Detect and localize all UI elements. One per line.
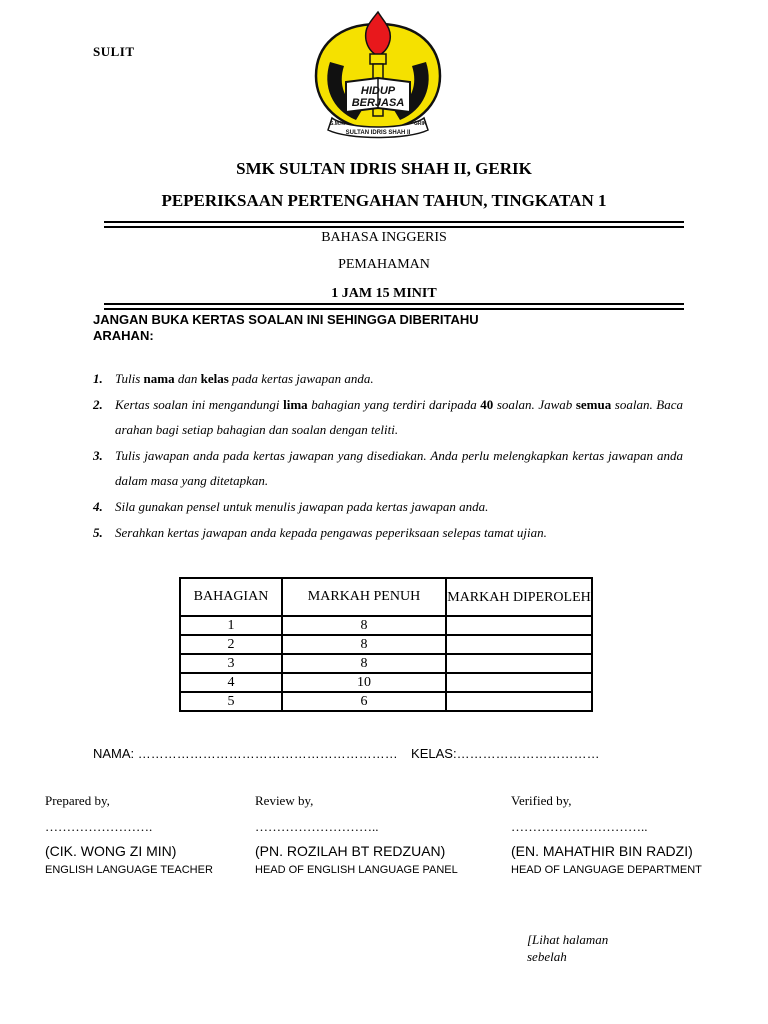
- table-row: [180, 673, 592, 692]
- signatory-label: Verified by,: [511, 793, 572, 808]
- instruction-item: [93, 494, 683, 519]
- signatory-verified: [511, 793, 702, 876]
- signatory-prepared: [45, 793, 213, 876]
- signatory-role: HEAD OF ENGLISH LANGUAGE PANEL: [255, 864, 458, 876]
- instruction-text: Tulis jawapan anda pada kertas jawapan yang disediakan. Anda perlu melengkapkan kertas jawapan anda dalam masa yang ditetapkan.: [115, 448, 683, 488]
- turn-page-line2: sebelah: [527, 949, 567, 964]
- signature-line: …………………………..: [511, 819, 648, 834]
- instruction-item: [93, 392, 683, 442]
- header-markah-penuh: MARKAH PENUH: [282, 578, 446, 616]
- instruction-text: Kertas soalan ini mengandungi lima bahagian yang terdiri daripada 40 soalan. Jawab semua soalan. Baca arahan bagi setiap bahagian dan soalan dengan teliti.: [115, 397, 683, 437]
- instruction-number: 1.: [93, 371, 103, 386]
- table-header-row: [180, 578, 592, 616]
- logo-motto-line2: BERJASA: [351, 97, 405, 109]
- school-crest-torch-icon: [308, 6, 448, 140]
- table-cell-blank[interactable]: [446, 692, 592, 711]
- signatory-role: ENGLISH LANGUAGE TEACHER: [45, 864, 213, 876]
- table-row: [180, 616, 592, 635]
- instruction-number: 4.: [93, 499, 103, 514]
- table-cell-blank[interactable]: [446, 635, 592, 654]
- table-cell-blank[interactable]: [446, 673, 592, 692]
- signatory-label: Review by,: [255, 793, 314, 808]
- table-cell-blank[interactable]: [446, 616, 592, 635]
- table-cell: 2: [180, 635, 282, 654]
- signature-line: ………………………..: [255, 819, 379, 834]
- confidential-label: SULIT: [93, 44, 135, 59]
- class-field[interactable]: KELAS:……………………………: [411, 746, 600, 761]
- signatory-review: [255, 793, 458, 876]
- divider-bottom-1: [104, 303, 684, 305]
- school-name: SMK SULTAN IDRIS SHAH II, GERIK: [236, 159, 532, 178]
- header-bahagian: BAHAGIAN: [180, 578, 282, 616]
- name-field[interactable]: NAMA: ……………………………………………………: [93, 746, 398, 761]
- divider-top-2: [104, 226, 684, 228]
- instruction-item: [93, 520, 683, 545]
- table-cell: 3: [180, 654, 282, 673]
- instruction-number: 5.: [93, 525, 103, 540]
- instructions-title: ARAHAN:: [93, 328, 154, 343]
- instruction-text: Sila gunakan pensel untuk menulis jawapan pada kertas jawapan anda.: [115, 499, 489, 514]
- instruction-text: Serahkan kertas jawapan anda kepada pengawas peperiksaan selepas tamat ujian.: [115, 525, 547, 540]
- logo-banner: SULTAN IDRIS SHAH II: [345, 130, 411, 136]
- instruction-item: [93, 366, 683, 391]
- divider-top-1: [104, 221, 684, 223]
- instruction-number: 3.: [93, 448, 103, 463]
- signatory-label: Prepared by,: [45, 793, 110, 808]
- turn-page-note: [527, 931, 608, 965]
- logo-motto-line1: HIDUP: [360, 85, 396, 97]
- signatory-name: (EN. MAHATHIR BIN RADZI): [511, 843, 693, 859]
- paper-title: PEMAHAMAN: [338, 257, 430, 272]
- table-cell-blank[interactable]: [446, 654, 592, 673]
- marks-table: [179, 577, 593, 712]
- table-cell: 8: [282, 654, 446, 673]
- turn-page-line1: [Lihat halaman: [527, 932, 609, 947]
- signature-line: …………………….: [45, 819, 153, 834]
- table-cell: 1: [180, 616, 282, 635]
- candidate-line: [93, 746, 600, 761]
- table-cell: 4: [180, 673, 282, 692]
- duration: 1 JAM 15 MINIT: [331, 286, 437, 301]
- table-cell: 8: [282, 616, 446, 635]
- signatory-role: HEAD OF LANGUAGE DEPARTMENT: [511, 864, 702, 876]
- table-cell: 8: [282, 635, 446, 654]
- exam-title: PEPERIKSAAN PERTENGAHAN TAHUN, TINGKATAN 1: [161, 191, 607, 210]
- table-cell: 5: [180, 692, 282, 711]
- table-cell: 10: [282, 673, 446, 692]
- signatory-name: (PN. ROZILAH BT REDZUAN): [255, 843, 446, 859]
- divider-bottom-2: [104, 308, 684, 310]
- logo-banner-left: S.M.K.: [330, 121, 346, 127]
- logo-banner-right: GRIK: [414, 121, 427, 127]
- header-markah-diperoleh: MARKAH DIPEROLEH: [446, 578, 592, 616]
- signatory-name: (CIK. WONG ZI MIN): [45, 843, 177, 859]
- instructions-list: [93, 366, 683, 546]
- table-row: [180, 654, 592, 673]
- subject-title: BAHASA INGGERIS: [321, 230, 447, 245]
- instruction-item: [93, 443, 683, 493]
- table-row: [180, 692, 592, 711]
- table-row: [180, 635, 592, 654]
- instruction-text: Tulis nama dan kelas pada kertas jawapan anda.: [115, 371, 374, 386]
- warning-text: JANGAN BUKA KERTAS SOALAN INI SEHINGGA DIBERITAHU: [93, 312, 479, 327]
- table-cell: 6: [282, 692, 446, 711]
- instruction-number: 2.: [93, 397, 103, 412]
